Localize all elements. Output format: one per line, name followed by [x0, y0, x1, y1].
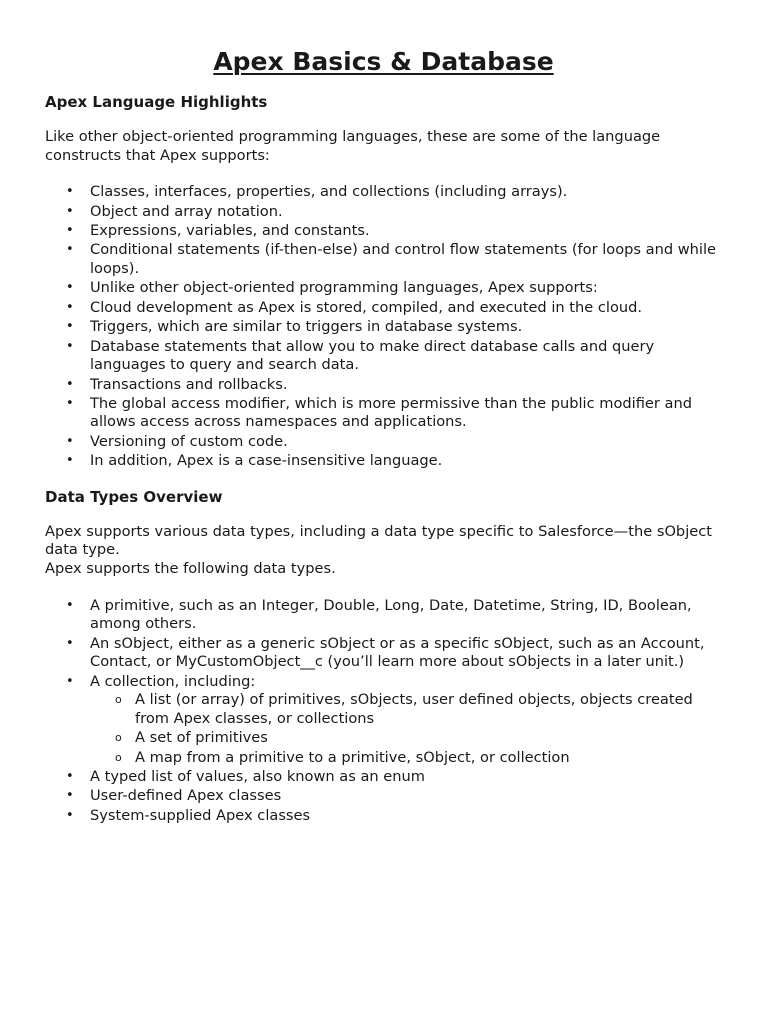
list-item: • Cloud development as Apex is stored, compiled, and executed in the cloud.: [66, 298, 643, 316]
list-item: • The global access modifier, which is more permissive than the public modifier and allows access across namespaces and applications.: [66, 394, 692, 431]
list-item: • Unlike other object-oriented programming languages, Apex supports:: [66, 279, 598, 297]
bullet-icon: •: [66, 184, 74, 200]
bullet-icon: •: [66, 338, 74, 354]
section-heading-data-types: Data Types Overview: [45, 487, 223, 506]
sub-list-item: o A set of primitives: [115, 729, 268, 747]
page-title: Apex Basics & Database: [213, 47, 554, 76]
list-item: • Transactions and rollbacks.: [66, 375, 288, 393]
list-item: • A primitive, such as an Integer, Double, Long, Date, Datetime, String, ID, Boolean, among others.: [66, 596, 692, 633]
list-item: • Expressions, variables, and constants.: [66, 221, 370, 239]
bullet-icon: •: [66, 768, 74, 784]
bullet-icon: •: [66, 319, 74, 335]
list-item: • Triggers, which are similar to triggers in database systems.: [66, 318, 523, 336]
apex-highlights-list: [45, 183, 722, 471]
list-item: • A collection, including: o A list (or array) of primitives, sObjects, user defined objects, objects created from Apex classes, or collections o A set of primitives o A map from a primitive to a primitive, sObject, or collection: [45, 673, 722, 768]
collection-sublist: [90, 691, 722, 767]
bullet-icon: •: [66, 242, 74, 258]
bullet-icon: •: [66, 788, 74, 804]
bullet-icon: •: [66, 635, 74, 651]
list-item: • A typed list of values, also known as an enum: [66, 767, 425, 785]
section-heading-apex-highlights: Apex Language Highlights: [45, 93, 268, 111]
data-types-list: [45, 597, 722, 826]
list-item: • Database statements that allow you to make direct database calls and query languages to query and search data.: [66, 337, 655, 374]
list-item: • An sObject, either as a generic sObject or as a specific sObject, such as an Account, Contact, or MyCustomObject__c (you’ll learn more about sObjects in a later unit.): [66, 634, 705, 671]
sub-bullet-icon: o: [115, 693, 122, 707]
bullet-icon: •: [66, 597, 74, 613]
bullet-icon: •: [66, 376, 74, 392]
list-item: • System-supplied Apex classes: [66, 806, 311, 824]
bullet-icon: •: [66, 395, 74, 411]
list-item: • In addition, Apex is a case-insensitive language.: [66, 452, 443, 470]
list-item: • User-defined Apex classes: [66, 787, 282, 805]
sub-bullet-icon: o: [115, 731, 122, 745]
bullet-icon: •: [66, 280, 74, 296]
list-item: • Versioning of custom code.: [66, 432, 288, 450]
sub-bullet-icon: o: [115, 750, 122, 764]
list-item: • Classes, interfaces, properties, and collections (including arrays).: [66, 183, 568, 201]
bullet-icon: •: [66, 453, 74, 469]
list-item: • Conditional statements (if-then-else) and control flow statements (for loops and while loops).: [66, 241, 716, 277]
bullet-icon: •: [66, 673, 74, 689]
bullet-icon: •: [66, 807, 74, 823]
bullet-icon: •: [66, 222, 74, 238]
bullet-icon: •: [66, 433, 74, 449]
bullet-icon: •: [66, 299, 74, 315]
data-types-intro-line: Apex supports the following data types.: [45, 560, 336, 578]
list-item: • Object and array notation.: [66, 202, 283, 220]
sub-list-item: o A map from a primitive to a primitive, sObject, or collection: [115, 748, 570, 766]
bullet-icon: •: [66, 203, 74, 219]
sub-list-item: o A list (or array) of primitives, sObjects, user defined objects, objects created from Apex classes, or collections: [115, 691, 693, 727]
data-types-intro-paragraph: Apex supports various data types, including a data type specific to Salesforce—the sObject data type.: [45, 522, 712, 559]
section-intro-paragraph: Like other object-oriented programming languages, these are some of the language constructs that Apex supports:: [45, 128, 661, 164]
